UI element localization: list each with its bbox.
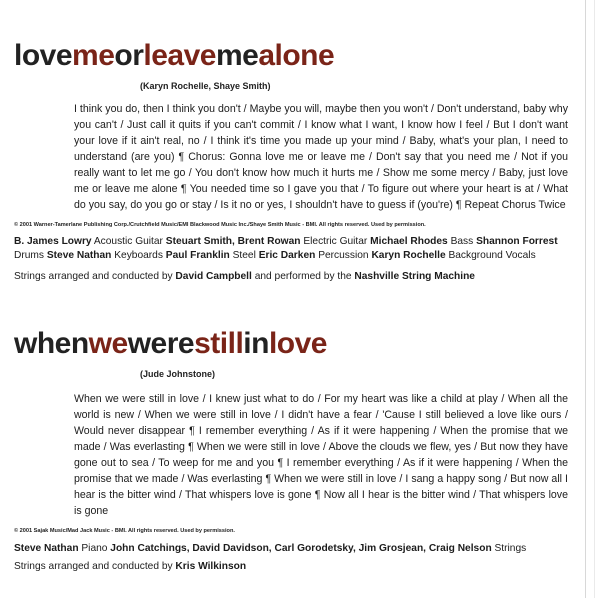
song-title: [14, 328, 586, 360]
musician-name: Eric Darken: [258, 250, 316, 261]
musician-name: Paul Franklin: [165, 250, 230, 261]
musician-instrument: Steel: [232, 250, 256, 261]
title-part: when: [14, 327, 89, 360]
title-part: me: [215, 39, 259, 72]
title-part: in: [243, 327, 269, 360]
strings-credit: [14, 270, 586, 284]
musician-credits: [14, 542, 586, 556]
musician-name: Shannon Forrest: [476, 236, 558, 247]
musician-instrument: Strings: [494, 543, 527, 554]
musician-instrument: Percussion: [318, 250, 369, 261]
musician-credits: [14, 235, 586, 263]
title-part: me: [72, 39, 115, 72]
song-title: [14, 40, 586, 72]
title-part: leave: [143, 39, 216, 72]
musician-instrument: Keyboards: [114, 250, 163, 261]
musician-instrument: Electric Guitar: [303, 236, 368, 247]
musician-instrument: Drums: [14, 250, 44, 261]
musician-instrument: Background Vocals: [448, 250, 536, 261]
strings-ensemble: Nashville String Machine: [354, 271, 475, 282]
musician-name: Karyn Rochelle: [371, 250, 446, 261]
copyright-notice: © 2001 Sajak Music/Mad Jack Music - BMI. All rights reserved. Used by permission.: [14, 528, 235, 534]
strings-prefix: Strings arranged and conducted by: [14, 561, 173, 572]
strings-arranger: Kris Wilkinson: [175, 561, 247, 572]
title-part: love: [268, 327, 327, 360]
musician-instrument: Acoustic Guitar: [93, 236, 163, 247]
strings-arranger: David Campbell: [175, 271, 252, 282]
title-part: we: [88, 327, 128, 360]
song-when-we-were-still-in-love: [14, 328, 586, 574]
strings-mid: and performed by the: [254, 271, 352, 282]
musician-name: Michael Rhodes: [370, 236, 448, 247]
songwriter-credit: (Karyn Rochelle, Shaye Smith): [140, 81, 271, 91]
title-part: alone: [258, 39, 335, 72]
musician-name: Steuart Smith, Brent Rowan: [165, 236, 301, 247]
musician-name: Steve Nathan: [14, 543, 79, 554]
songwriter-credit: (Jude Johnstone): [140, 369, 216, 379]
title-part: still: [194, 327, 244, 360]
strings-prefix: Strings arranged and conducted by: [14, 271, 173, 282]
strings-credit: [14, 560, 586, 574]
title-part: were: [127, 327, 195, 360]
copyright-notice: © 2001 Warner-Tamerlane Publishing Corp./Crutchfield Music/EMI Blackwood Music Inc./Shaye Smith Music - BMI. All rights reserved. Used by permission.: [14, 222, 426, 228]
musician-name: Steve Nathan: [46, 250, 112, 261]
title-part: love: [14, 39, 73, 72]
musician-instrument: Piano: [81, 543, 108, 554]
song-love-me-or-leave-me-alone: [14, 40, 586, 284]
song-lyrics: When we were still in love / I knew just what to do / For my heart was like a child at play / When all the world is new / When we were still in love / I didn't have a fear / 'Cause I still believed a love like ours / Would never disappear ¶ I remember everything / As if it were happening / When the promise that we made / Was everlasting ¶ When we were still in love / Above the clouds we flew, yes / But now they have gone out to sea / To weep for me and you ¶ I remember everything / As if it were happening / When the promise that we made / Was everlasting ¶ When we were still in love / I sang a happy song / But now all I hear is the bitter wind / That whispers love is gone ¶ Now all I hear is the bitter wind / That whispers love is gone: [74, 393, 568, 517]
song-lyrics: I think you do, then I think you don't / Maybe you will, maybe then you won't / Don't understand, baby why you can't / Just call it quits if you can't commit / I know what I want, I know how I feel / But I don't want your love if it ain't real, no / I think it's time you made up your mind / Baby, what's your plan, I need to understand (are you) ¶ Chorus: Gonna love me or leave me / Don't say that you need me / Not if you really want to let me go / You don't know how much it hurts me / Show me some mercy / Baby, just love me or leave me alone ¶ You needed time so I gave you that / To figure out where your heart is at / What do you say, do you go or stay / Is it no or yes, I shouldn't have to guess if (you're) ¶ Repeat Chorus Twice: [74, 103, 568, 211]
musician-name: B. James Lowry: [14, 236, 92, 247]
title-part: or: [114, 39, 144, 72]
musician-instrument: Bass: [450, 236, 474, 247]
page-edge-line: [594, 0, 595, 598]
musician-name: John Catchings, David Davidson, Carl Gorodetsky, Jim Grosjean, Craig Nelson: [110, 543, 492, 554]
